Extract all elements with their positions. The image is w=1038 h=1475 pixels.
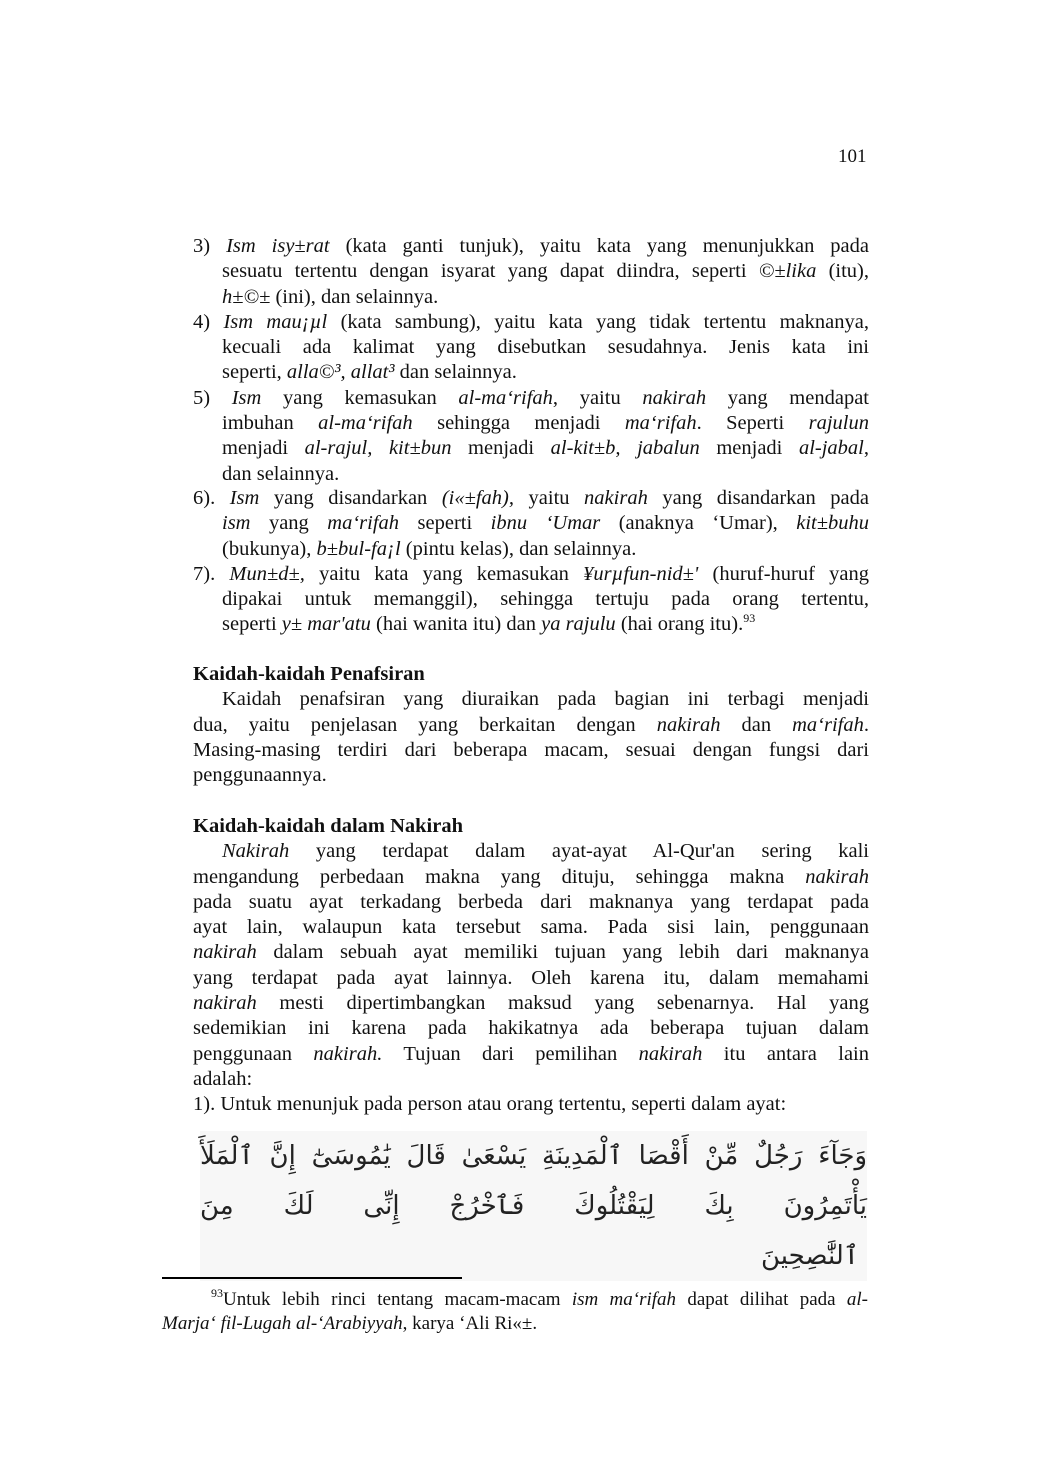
paragraph-line: Kaidah penafsiran yang diuraikan pada bagian ini terbagi menjadi	[222, 688, 869, 711]
paragraph-line: Masing-masing terdiri dari beberapa macam, sesuai dengan fungsi dari	[193, 738, 869, 761]
quran-verse	[200, 1131, 867, 1281]
list-item-7-line-1: 7). Mun±d±, yaitu kata yang kemasukan ¥urµfun-nid±' (huruf-huruf yang	[193, 562, 870, 585]
paragraph-line: 1). Untuk menunjuk pada person atau orang tertentu, seperti dalam ayat:	[193, 1093, 787, 1116]
page-number: 101	[838, 146, 867, 167]
paragraph-line: nakirah mesti dipertimbangkan maksud yang sebenarnya. Hal yang	[193, 992, 869, 1015]
list-item-3-line-3: h±©± (ini), dan selainnya.	[222, 285, 439, 308]
quran-verse-line-2: ٱلنَّٰصِحِينَ	[761, 1241, 859, 1271]
paragraph-line: Nakirah yang terdapat dalam ayat-ayat Al-Qur'an sering kali	[222, 840, 869, 863]
list-item-4-line-2: kecuali ada kalimat yang disebutkan sesudahnya. Jenis kata ini	[222, 336, 869, 359]
footnote-divider	[162, 1277, 462, 1279]
list-item-6-line-2: ism yang ma‘rifah seperti ibnu ‘Umar (anaknya ‘Umar), kit±buhu	[222, 512, 870, 535]
list-item-6-line-3: (bukunya), b±bul-fa¡l (pintu kelas), dan selainnya.	[222, 537, 637, 560]
list-item-5-line-1: 5) Ism yang kemasukan al-ma‘rifah, yaitu nakirah yang mendapat	[193, 386, 869, 409]
list-items-3-5	[193, 234, 869, 487]
section-heading: Kaidah-kaidah dalam Nakirah	[193, 815, 463, 837]
paragraph-line: sedemikian ini karena pada hakikatnya ada beberapa tujuan dalam	[193, 1017, 869, 1040]
list-item-6-line-1: 6). Ism yang disandarkan (i«±fah), yaitu nakirah yang disandarkan pada	[193, 487, 869, 509]
list-item-4-line-1: 4) Ism mau¡µl (kata sambung), yaitu kata yang tidak tertentu maknanya,	[193, 310, 870, 333]
list-item-3-line-1: 3) Ism isy±rat (kata ganti tunjuk), yaitu kata yang menunjukkan pada	[193, 235, 870, 257]
list-item-5-line-4: dan selainnya.	[222, 462, 340, 485]
paragraph-line: nakirah dalam sebuah ayat memiliki tujuan yang lebih dari maknanya	[193, 941, 869, 964]
section-heading: Kaidah-kaidah Penafsiran	[193, 663, 425, 685]
list-item-5-line-2: imbuhan al-ma‘rifah sehingga menjadi ma‘rifah. Seperti rajulun	[222, 412, 869, 435]
section-nakirah	[193, 814, 869, 1118]
footnote-ref-93[interactable]: 93	[743, 611, 756, 626]
list-item-4-line-3: seperti, alla©³, allat³ dan selainnya.	[222, 361, 517, 384]
list-items-6-7	[193, 486, 869, 638]
paragraph-line: dua, yaitu penjelasan yang berkaitan dengan nakirah dan ma‘rifah.	[193, 713, 869, 736]
list-item-7-line-2: dipakai untuk memanggil), sehingga tertuju pada orang tertentu,	[222, 588, 869, 611]
footnote-line-1: $^{93}$Untuk lebih rinci tentang macam-macam ism ma‘rifah dapat dilihat pada al-	[211, 1286, 868, 1310]
paragraph-line: penggunaan nakirah. Tujuan dari pemilihan nakirah itu antara lain	[193, 1042, 870, 1065]
section-penafsiran	[193, 662, 869, 788]
paragraph-line: adalah:	[193, 1067, 253, 1090]
list-item-3-line-2: sesuatu tertentu dengan isyarat yang dapat diindra, seperti ©±lika (itu),	[222, 260, 869, 283]
paragraph-line: ayat lain, walaupun kata tersebut sama. Pada sisi lain, penggunaan	[193, 916, 869, 939]
footnote-93	[162, 1288, 868, 1336]
list-item-7-line-3: seperti y± mar'atu (hai wanita itu) dan ya rajulu (hai orang itu).$^{93}$	[222, 611, 756, 636]
paragraph-line: penggunaannya.	[193, 764, 327, 787]
quran-verse-line-1: وَجَآءَ رَجُلٌ مِّنْ أَقْصَا ٱلْمَدِينَةِ يَسْعَىٰ قَالَ يَٰمُوسَىٰٓ إِنَّ ٱلْمَلَأَ يَأْتَمِرُونَ بِكَ لِيَقْتُلُوكَ فَٱخْرُجْ إِنِّى لَكَ مِنَ	[200, 1141, 867, 1221]
paragraph-line: yang terdapat pada ayat lainnya. Oleh karena itu, dalam memahami	[193, 966, 869, 989]
list-item-5-line-3: menjadi al-rajul, kit±bun menjadi al-kit±b, jabalun menjadi al-jabal,	[222, 437, 869, 460]
footnote-line-2: Marja‘ fil-Lugah al-‘Arabiyyah, karya ‘Ali Ri«±.	[162, 1313, 538, 1334]
paragraph-line: mengandung perbedaan makna yang dituju, sehingga makna nakirah	[193, 865, 869, 888]
paragraph-line: pada suatu ayat terkadang berbeda dari maknanya yang terdapat pada	[193, 890, 869, 913]
